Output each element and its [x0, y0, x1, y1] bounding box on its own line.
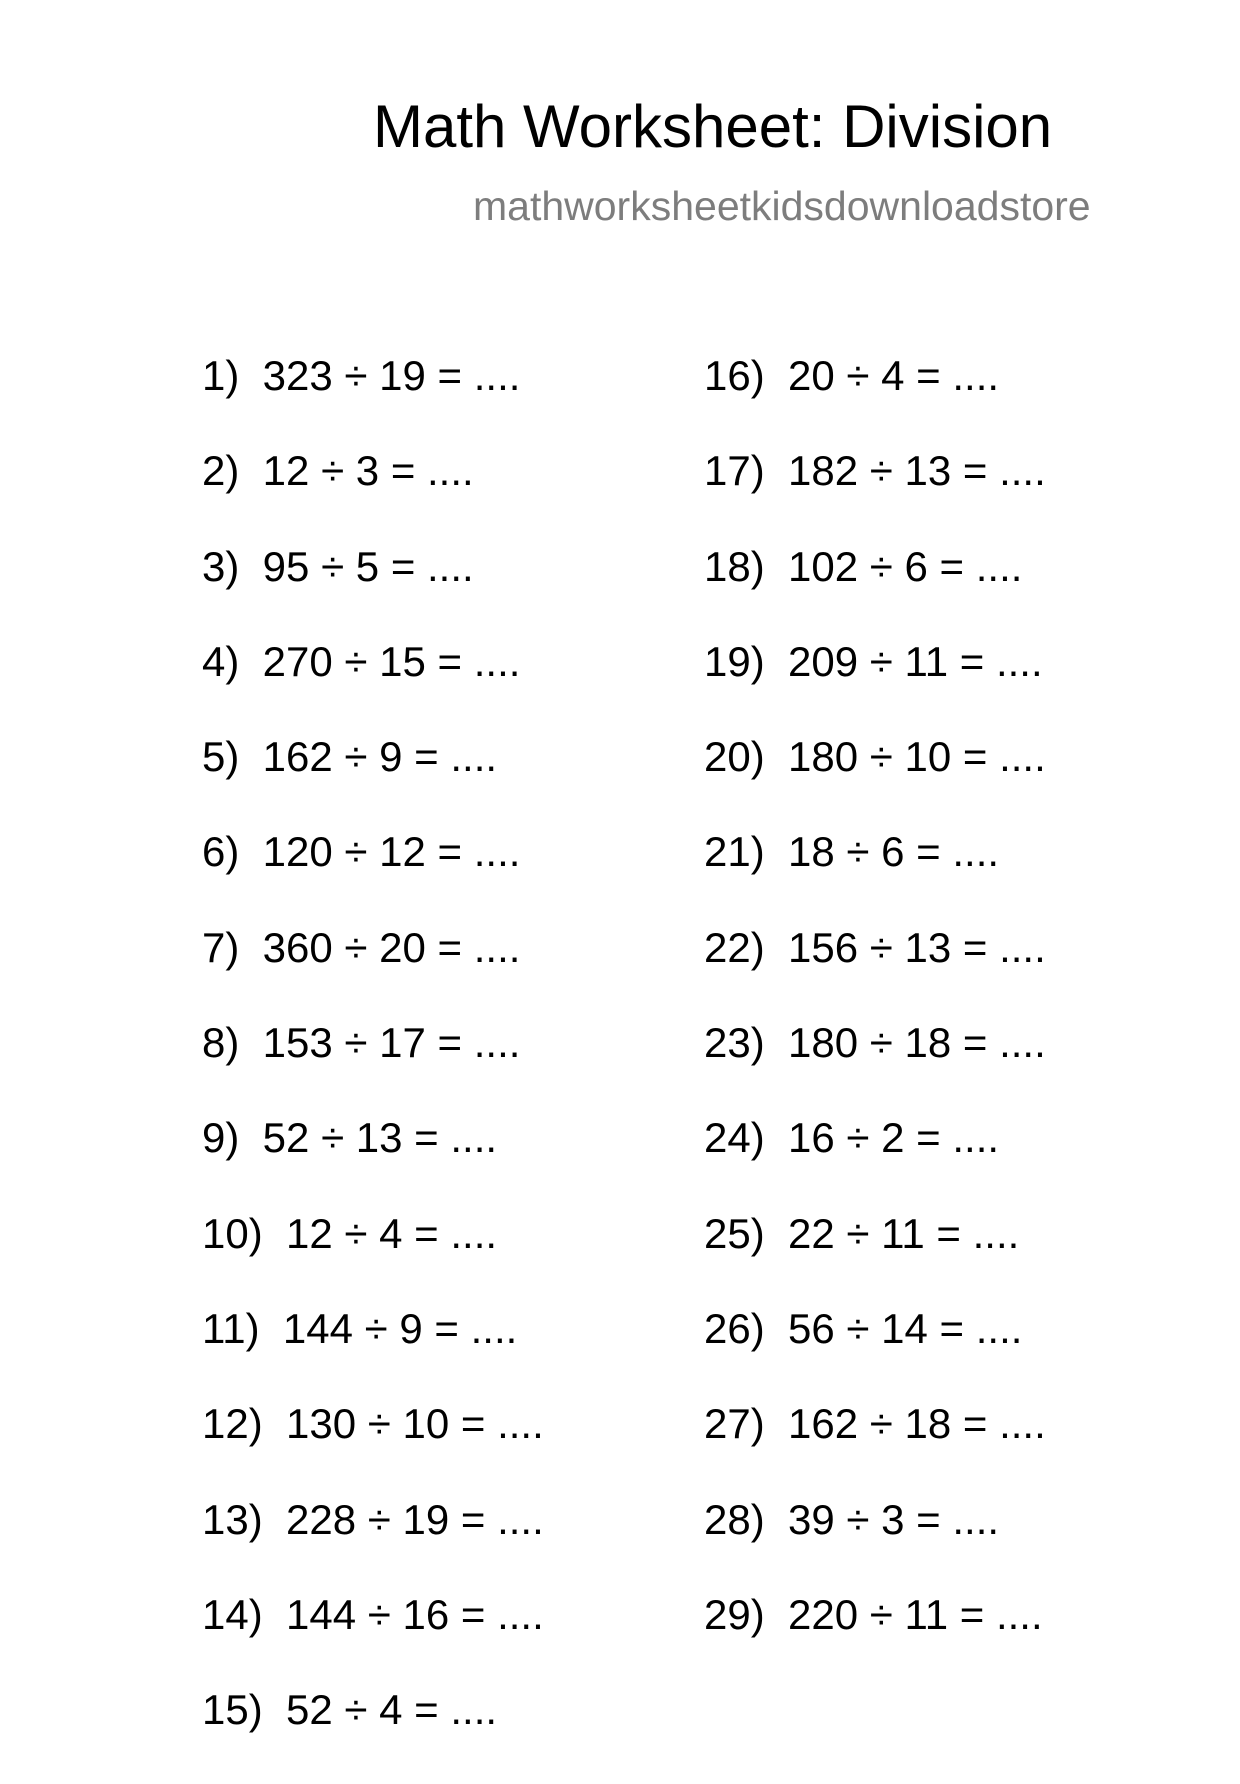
problem-item: 8) 153 ÷ 17 = ....	[202, 1019, 521, 1067]
problem-item: 15) 52 ÷ 4 = ....	[202, 1686, 498, 1734]
problem-item: 29) 220 ÷ 11 = ....	[704, 1590, 1043, 1638]
problem-item: 5) 162 ÷ 9 = ....	[202, 733, 498, 781]
problem-column-left	[202, 352, 544, 1784]
problem-item: 2) 12 ÷ 3 = ....	[202, 447, 474, 495]
problem-item: 21) 18 ÷ 6 = ....	[704, 828, 1000, 876]
worksheet-title: Math Worksheet: Division	[373, 93, 1053, 160]
problem-item: 3) 95 ÷ 5 = ....	[202, 542, 474, 590]
worksheet-subtitle: mathworksheetkidsdownloadstore	[473, 183, 1091, 229]
problem-item: 14) 144 ÷ 16 = ....	[202, 1590, 544, 1638]
problem-item: 24) 16 ÷ 2 = ....	[704, 1114, 1000, 1162]
problem-item: 18) 102 ÷ 6 = ....	[704, 542, 1023, 590]
problem-item: 7) 360 ÷ 20 = ....	[202, 923, 521, 971]
problem-item: 27) 162 ÷ 18 = ....	[704, 1400, 1046, 1448]
problem-item: 11) 144 ÷ 9 = ....	[202, 1304, 518, 1352]
problem-item: 22) 156 ÷ 13 = ....	[704, 923, 1046, 971]
problem-item: 26) 56 ÷ 14 = ....	[704, 1304, 1023, 1352]
problem-item: 28) 39 ÷ 3 = ....	[704, 1495, 1000, 1543]
problem-item: 25) 22 ÷ 11 = ....	[704, 1209, 1020, 1257]
problem-item: 6) 120 ÷ 12 = ....	[202, 828, 521, 876]
problem-item: 13) 228 ÷ 19 = ....	[202, 1495, 544, 1543]
problem-column-right	[704, 352, 1046, 1689]
problem-item: 19) 209 ÷ 11 = ....	[704, 637, 1043, 685]
problem-item: 20) 180 ÷ 10 = ....	[704, 733, 1046, 781]
problem-item: 10) 12 ÷ 4 = ....	[202, 1209, 498, 1257]
problem-item: 16) 20 ÷ 4 = ....	[704, 352, 1000, 399]
problem-item: 23) 180 ÷ 18 = ....	[704, 1019, 1046, 1067]
problem-item: 4) 270 ÷ 15 = ....	[202, 637, 521, 685]
problem-item: 12) 130 ÷ 10 = ....	[202, 1400, 544, 1448]
problem-item: 9) 52 ÷ 13 = ....	[202, 1114, 498, 1162]
problem-item: 17) 182 ÷ 13 = ....	[704, 447, 1046, 495]
problem-item: 1) 323 ÷ 19 = ....	[202, 352, 521, 399]
